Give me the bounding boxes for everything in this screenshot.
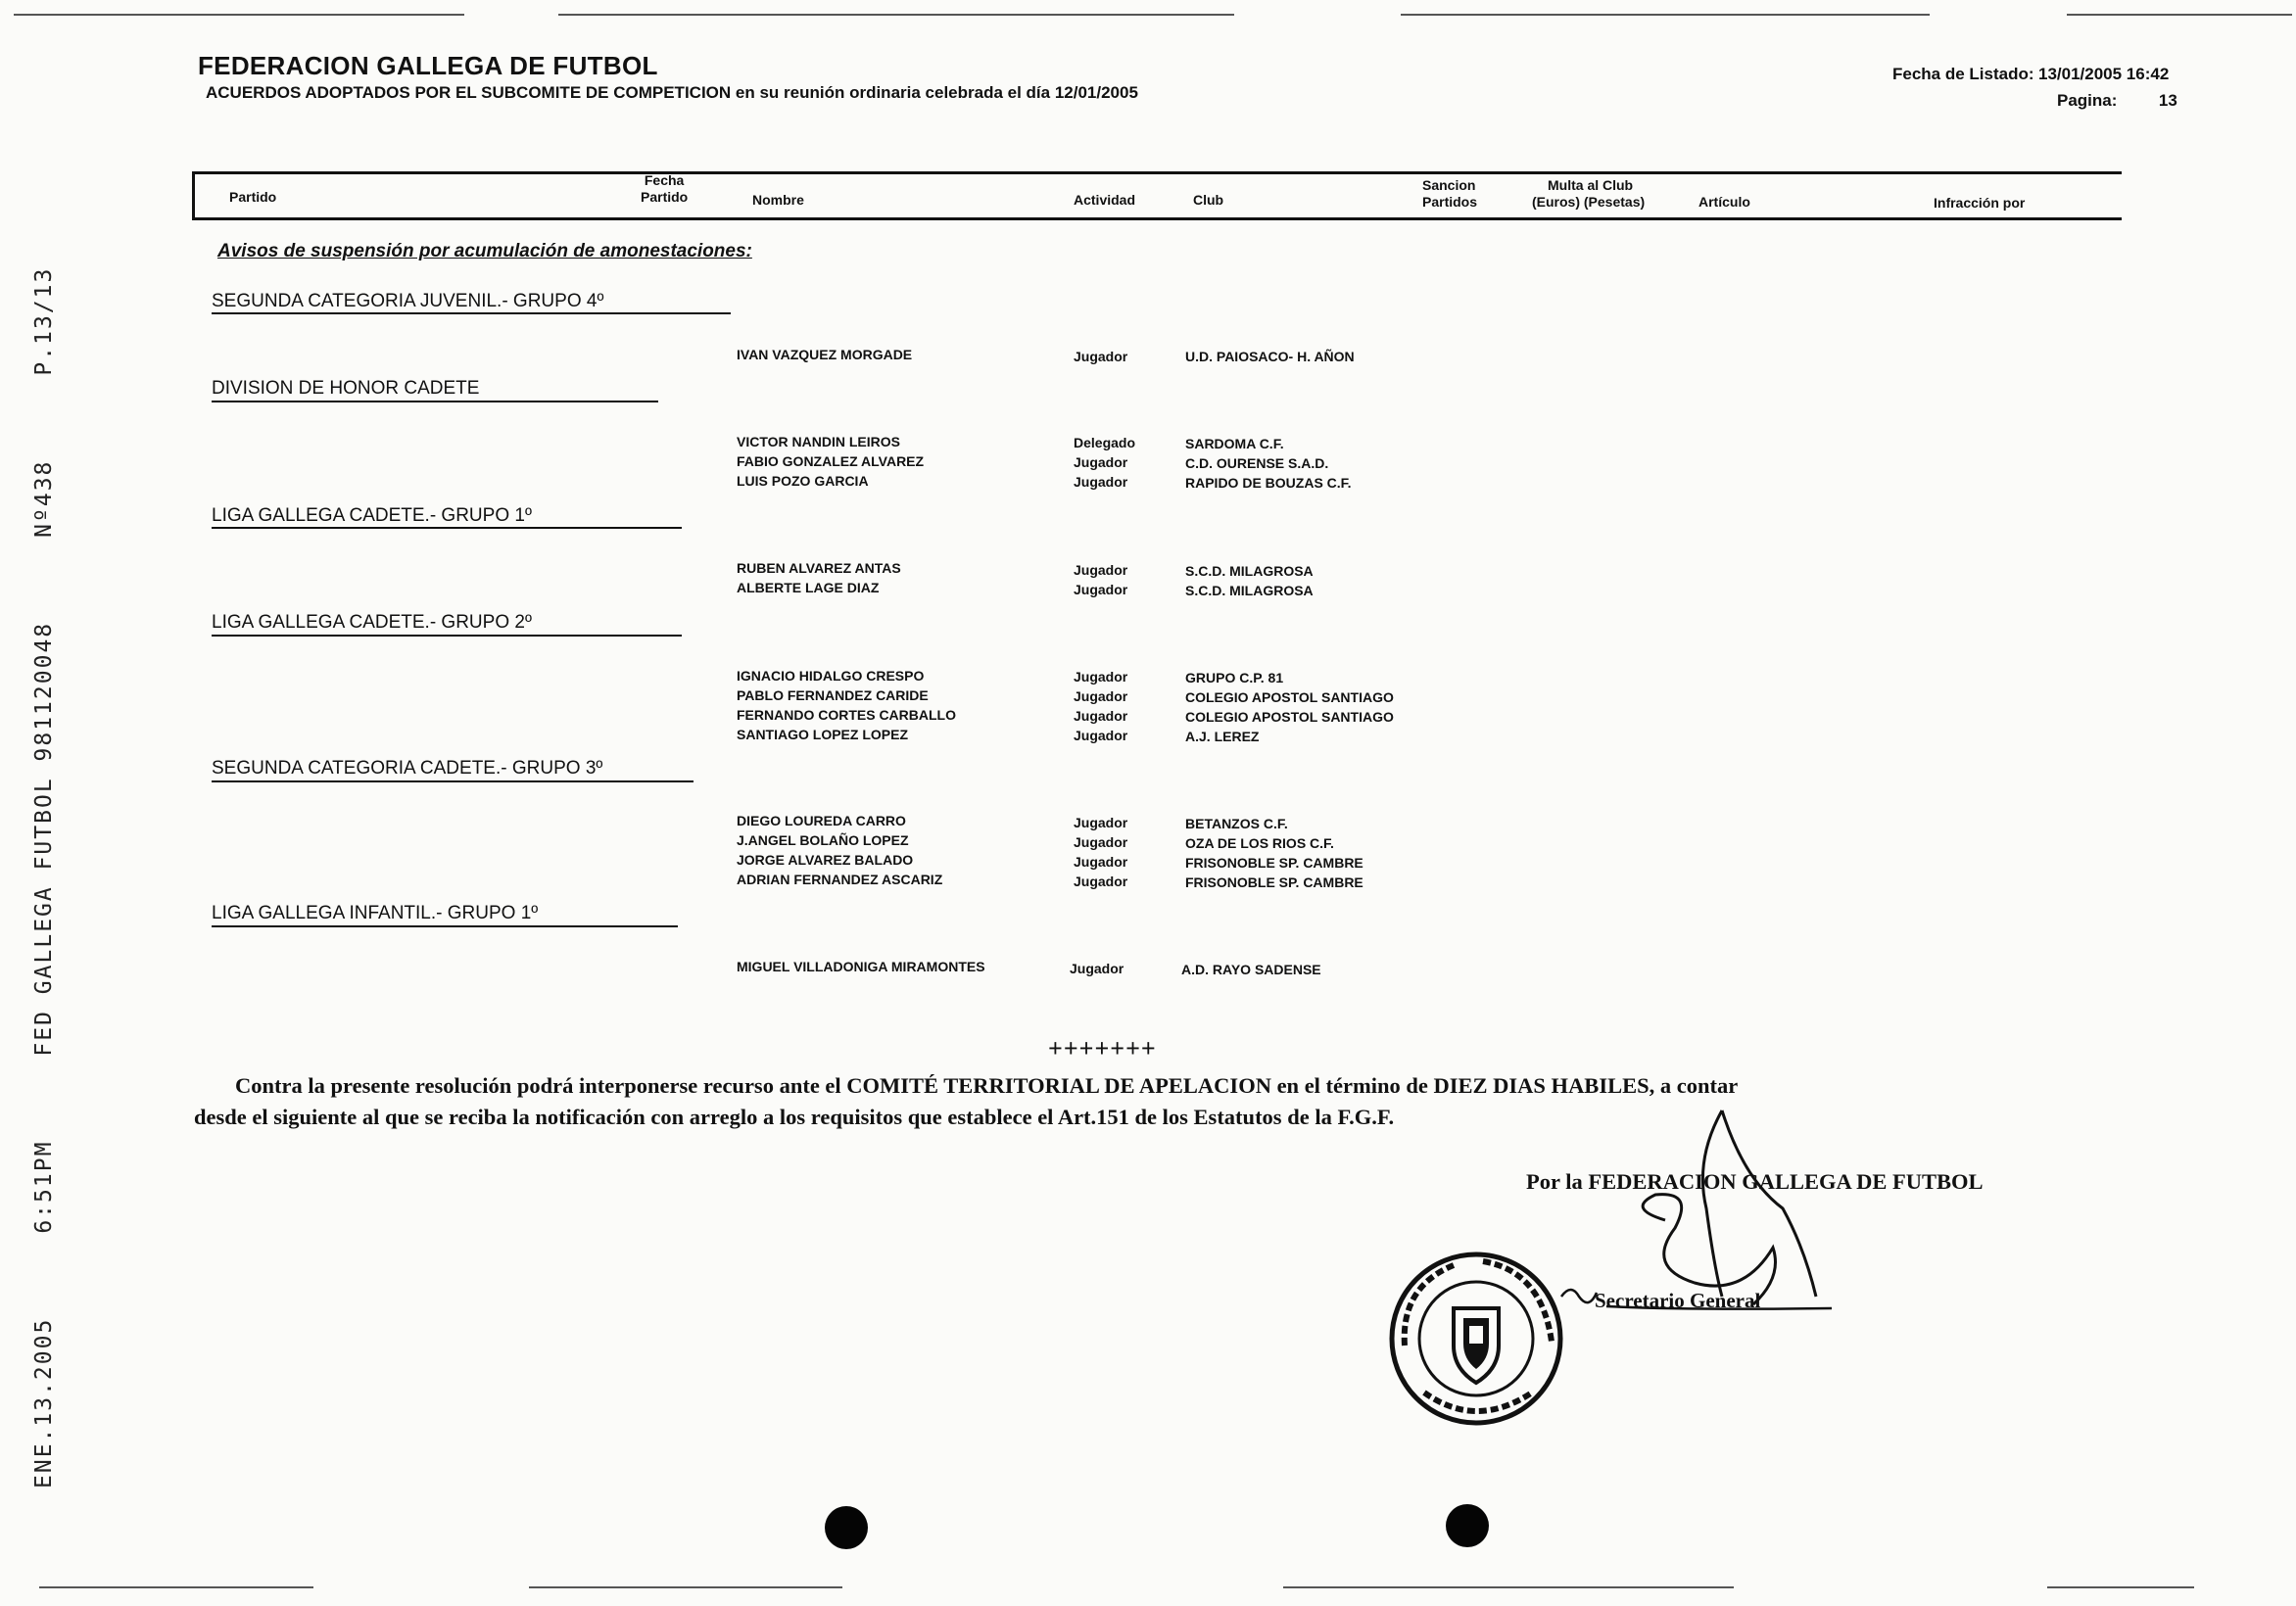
group-title: LIGA GALLEGA INFANTIL.- GRUPO 1º bbox=[212, 903, 539, 923]
col-multa-line2: (Euros) (Pesetas) bbox=[1532, 194, 1646, 210]
fax-header-text bbox=[31, 147, 57, 1488]
page-label: Pagina: bbox=[2057, 91, 2118, 110]
col-sancion bbox=[1422, 177, 1477, 211]
header-left-rule bbox=[192, 171, 195, 219]
header-bottom-rule bbox=[192, 217, 2122, 220]
legal-notice-line-1: Contra la presente resolución podrá interponerse recurso ante el COMITÉ TERRITORIAL DE APELACION en el término de DIEZ DIAS HABILES, a contar bbox=[235, 1073, 1739, 1098]
col-infraccion: Infracción por bbox=[1934, 195, 2026, 211]
col-fecha-line2: Partido bbox=[641, 189, 689, 205]
table-row-actividad: Delegado bbox=[1074, 435, 1136, 450]
table-row-nombre: J.ANGEL BOLAÑO LOPEZ bbox=[737, 832, 909, 848]
scan-artifact-line bbox=[1401, 14, 1930, 16]
group-title: LIGA GALLEGA CADETE.- GRUPO 1º bbox=[212, 505, 532, 526]
scan-artifact-line bbox=[2067, 14, 2292, 16]
signatory-organization: Por la FEDERACION GALLEGA DE FUTBOL bbox=[1526, 1169, 1984, 1194]
listing-date-label: Fecha de Listado: bbox=[1892, 65, 2034, 83]
punch-hole bbox=[1446, 1504, 1489, 1547]
table-row-club: BETANZOS C.F. bbox=[1185, 816, 1288, 831]
table-row-club: A.D. RAYO SADENSE bbox=[1181, 962, 1321, 977]
group-title: SEGUNDA CATEGORIA JUVENIL.- GRUPO 4º bbox=[212, 291, 604, 311]
fax-transmission-margin bbox=[18, 147, 80, 1488]
scan-artifact-line bbox=[1283, 1586, 1734, 1588]
col-fecha-partido bbox=[641, 172, 688, 206]
scan-artifact-line bbox=[14, 14, 464, 16]
scan-artifact-line bbox=[39, 1586, 313, 1588]
table-row-actividad: Jugador bbox=[1074, 834, 1128, 850]
table-row-actividad: Jugador bbox=[1074, 854, 1128, 870]
page-indicator bbox=[2057, 91, 2177, 111]
table-row-club: RAPIDO DE BOUZAS C.F. bbox=[1185, 475, 1352, 491]
group-title: LIGA GALLEGA CADETE.- GRUPO 2º bbox=[212, 612, 532, 633]
fax-sender: FED GALLEGA FUTBOL 981120048 bbox=[31, 621, 57, 1057]
table-row-nombre: RUBEN ALVAREZ ANTAS bbox=[737, 560, 901, 576]
table-row-club: SARDOMA C.F. bbox=[1185, 436, 1284, 451]
table-row-nombre: FABIO GONZALEZ ALVAREZ bbox=[737, 453, 925, 469]
table-row-nombre: DIEGO LOUREDA CARRO bbox=[737, 813, 906, 828]
col-multa-line1: Multa al Club bbox=[1548, 177, 1634, 193]
legal-notice-line-2: desde el siguiente al que se reciba la notificación con arreglo a los requisitos que establece el Art.151 de los Estatutos de la F.G.F. bbox=[194, 1105, 1395, 1129]
section-avisos-title: Avisos de suspensión por acumulación de amonestaciones: bbox=[217, 241, 752, 261]
table-row-nombre: LUIS POZO GARCIA bbox=[737, 473, 869, 489]
table-row-actividad: Jugador bbox=[1074, 708, 1128, 724]
group-underline bbox=[212, 401, 658, 402]
col-multa bbox=[1532, 177, 1645, 211]
subtitle-main: ACUERDOS ADOPTADOS POR EL SUBCOMITE DE COMPETICION bbox=[206, 83, 732, 102]
table-row-actividad: Jugador bbox=[1074, 474, 1128, 490]
col-nombre: Nombre bbox=[752, 192, 804, 208]
table-row-actividad: Jugador bbox=[1074, 688, 1128, 704]
table-row-nombre: SANTIAGO LOPEZ LOPEZ bbox=[737, 727, 909, 742]
page-value: 13 bbox=[2158, 91, 2177, 110]
col-fecha-line1: Fecha bbox=[644, 172, 685, 188]
table-row-nombre: MIGUEL VILLADONIGA MIRAMONTES bbox=[737, 959, 985, 974]
table-row-nombre: VICTOR NANDIN LEIROS bbox=[737, 434, 900, 449]
table-row-nombre: ALBERTE LAGE DIAZ bbox=[737, 580, 880, 595]
handwritten-signature bbox=[1548, 1101, 1842, 1326]
fax-number: Nº438 bbox=[31, 459, 57, 538]
col-club: Club bbox=[1193, 192, 1224, 208]
scan-artifact-line bbox=[529, 1586, 842, 1588]
table-row-actividad: Jugador bbox=[1070, 961, 1124, 976]
header-top-rule bbox=[192, 171, 2122, 174]
table-row-club: COLEGIO APOSTOL SANTIAGO bbox=[1185, 689, 1394, 705]
col-partido: Partido bbox=[229, 189, 277, 205]
scan-artifact-line bbox=[558, 14, 1234, 16]
col-sancion-line2: Partidos bbox=[1422, 194, 1478, 210]
subtitle-rest: en su reunión ordinaria celebrada el día 12/01/2005 bbox=[731, 83, 1138, 102]
fax-time: 6:51PM bbox=[31, 1140, 57, 1234]
listing-date-value: 13/01/2005 16:42 bbox=[2037, 65, 2170, 83]
scan-artifact-line bbox=[2047, 1586, 2194, 1588]
table-row-club: C.D. OURENSE S.A.D. bbox=[1185, 455, 1329, 471]
table-row-nombre: JORGE ALVAREZ BALADO bbox=[737, 852, 914, 868]
document-title: FEDERACION GALLEGA DE FUTBOL bbox=[198, 51, 658, 80]
signatory-role: Secretario General bbox=[1595, 1289, 1761, 1312]
table-row-actividad: Jugador bbox=[1074, 669, 1128, 685]
table-row-club: A.J. LEREZ bbox=[1185, 729, 1260, 744]
group-underline bbox=[212, 780, 694, 782]
table-row-nombre: ADRIAN FERNANDEZ ASCARIZ bbox=[737, 872, 943, 887]
end-of-list-crosses: +++++++ bbox=[1048, 1034, 1157, 1063]
group-underline bbox=[212, 312, 731, 314]
group-underline bbox=[212, 527, 682, 529]
table-row-actividad: Jugador bbox=[1074, 728, 1128, 743]
table-row-club: COLEGIO APOSTOL SANTIAGO bbox=[1185, 709, 1394, 725]
federation-seal-stamp bbox=[1385, 1248, 1567, 1430]
table-row-actividad: Jugador bbox=[1074, 874, 1128, 889]
table-row-club: GRUPO C.P. 81 bbox=[1185, 670, 1284, 685]
group-underline bbox=[212, 925, 678, 927]
table-row-nombre: PABLO FERNANDEZ CARIDE bbox=[737, 687, 929, 703]
table-row-club: OZA DE LOS RIOS C.F. bbox=[1185, 835, 1334, 851]
group-underline bbox=[212, 635, 682, 637]
table-row-actividad: Jugador bbox=[1074, 815, 1128, 830]
group-title: SEGUNDA CATEGORIA CADETE.- GRUPO 3º bbox=[212, 758, 603, 779]
table-row-club: S.C.D. MILAGROSA bbox=[1185, 583, 1314, 598]
table-row-nombre: IVAN VAZQUEZ MORGADE bbox=[737, 347, 913, 362]
table-row-club: S.C.D. MILAGROSA bbox=[1185, 563, 1314, 579]
table-row-nombre: IGNACIO HIDALGO CRESPO bbox=[737, 668, 925, 684]
document-subtitle bbox=[206, 83, 1138, 103]
table-row-club: FRISONOBLE SP. CAMBRE bbox=[1185, 855, 1363, 871]
table-row-actividad: Jugador bbox=[1074, 454, 1128, 470]
table-row-club: U.D. PAIOSACO- H. AÑON bbox=[1185, 349, 1355, 364]
listing-date bbox=[1892, 65, 2169, 84]
table-row-club: FRISONOBLE SP. CAMBRE bbox=[1185, 874, 1363, 890]
fax-date: ENE.13.2005 bbox=[31, 1317, 57, 1488]
group-title: DIVISION DE HONOR CADETE bbox=[212, 378, 480, 399]
table-row-actividad: Jugador bbox=[1074, 349, 1128, 364]
table-row-actividad: Jugador bbox=[1074, 562, 1128, 578]
punch-hole bbox=[825, 1506, 868, 1549]
fax-page: P.13/13 bbox=[31, 266, 57, 376]
table-row-nombre: FERNANDO CORTES CARBALLO bbox=[737, 707, 956, 723]
col-sancion-line1: Sancion bbox=[1422, 177, 1476, 193]
col-articulo: Artículo bbox=[1698, 194, 1750, 210]
col-actividad: Actividad bbox=[1074, 192, 1136, 208]
table-row-actividad: Jugador bbox=[1074, 582, 1128, 597]
